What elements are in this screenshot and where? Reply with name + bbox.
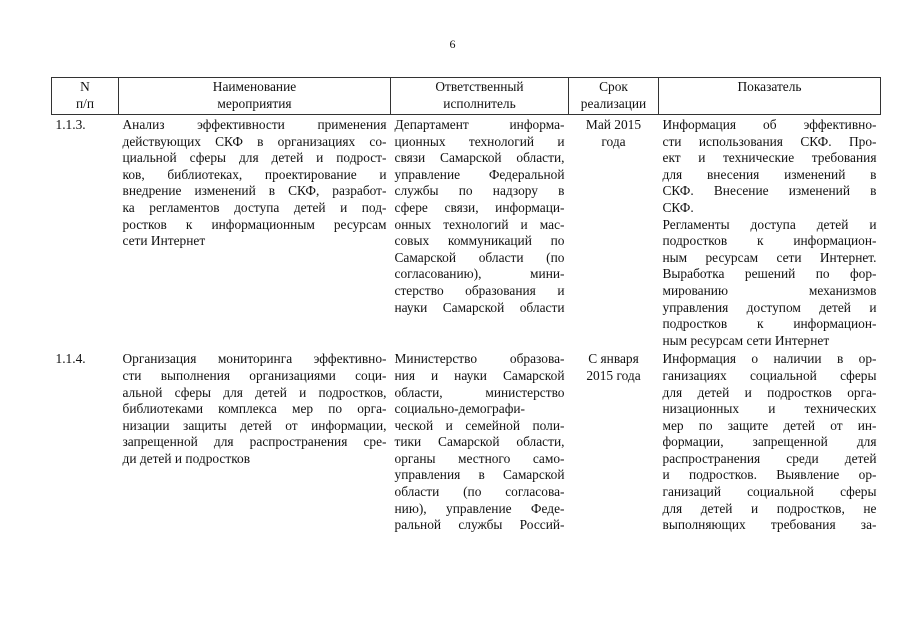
header-indicator [659,78,881,115]
text-line: согласованию), мини- [394,266,565,282]
text-line: Регламенты доступа детей и [662,216,877,232]
text-line: социально-демографи- [394,401,525,417]
term-cell [569,115,659,350]
responsible-cell [391,349,569,534]
text-line: ционных технологий и [394,133,565,149]
row-number: 1.1.3. [55,117,86,132]
header-indicator-line: Показатель [737,79,802,94]
text-line: ным ресурсам сети Интернет [662,332,830,348]
text-line: СКФ. [662,199,694,215]
text-line: и подростков. Выявление ор- [662,467,877,483]
text-line: для детей и подростков, не [662,500,877,516]
text-line: распространения среди детей [662,450,877,466]
header-num-line: п/п [75,95,95,111]
text-line: ект и технические требования [662,150,877,166]
row-number: 1.1.4. [55,351,86,367]
text-line: нию), управление Феде- [394,500,565,516]
term-cell [569,349,659,534]
text-line: службы по надзору в [394,183,565,199]
table-row [52,349,881,534]
page-number: 6 [449,37,456,51]
table-row [52,115,881,350]
text-line: тики Самарской области, [394,434,565,450]
text-line: Департамент информа- [394,117,565,132]
text-line: ным ресурсам сети Интернет. [662,249,877,265]
header-num [52,78,119,115]
text-line: подростков к информацион- [662,316,877,332]
text-line: Самарской области (по [394,249,565,265]
text-line: управление Федеральной [394,166,565,182]
text-line: совых коммуникаций по [394,233,565,249]
text-line: сети Интернет [122,233,206,249]
text-line: стерство образования и [394,282,565,298]
text-line: для внесения изменений в [662,166,877,182]
text-line: ка регламентов доступа детей и под- [122,199,387,215]
text-line: Анализ эффективности применения [122,117,387,132]
text-line: Информация о наличии в ор- [662,351,877,367]
text-line: ди детей и подростков [122,450,251,466]
indicator-cell [659,349,881,534]
text-line: для детей и подростков орга- [662,384,877,400]
text-line: управления в Самарской [394,467,565,483]
text-line: ков, библиотеках, проектирование и [122,166,387,182]
text-line: области, министерство [394,384,565,400]
text-line: Информация об эффективно- [662,117,877,132]
header-num-line: N [80,79,90,94]
text-line: Май 2015 [585,117,642,132]
text-line: циальной сферы для детей и подрост- [122,150,387,166]
text-line: года [601,133,626,149]
text-line: науки Самарской области [394,299,565,315]
text-line: ния и науки Самарской [394,367,565,383]
text-line: ганизациях социальной сферы [662,367,877,383]
text-line: 2015 года [586,367,641,383]
text-line: сфере связи, информаци- [394,199,565,215]
activity-name-cell [119,115,391,350]
text-line: связи Самарской области, [394,150,565,166]
header-responsible [391,78,569,115]
text-line: внедрение изменений в СКФ, разработ- [122,183,387,199]
text-line: подростков к информацион- [662,233,877,249]
text-line: онных технологий и мас- [394,216,565,232]
text-line: низационных и технических [662,401,877,417]
header-term [569,78,659,115]
text-line: мированию механизмов [662,282,877,298]
header-term-line: Срок [599,79,628,94]
text-line: Организация мониторинга эффективно- [122,351,387,367]
header-responsible-line: Ответственный [435,79,524,94]
text-line: альной сферы для детей и подростков, [122,384,387,400]
text-line: ральной службы Россий- [394,517,565,533]
text-line: ростков к информационным ресурсам [122,216,387,232]
text-line: Министерство образова- [394,351,565,367]
text-line: библиотеками комплекса мер по орга- [122,401,387,417]
text-line: сти выполнения организациями соци- [122,367,387,383]
text-line: органы местного само- [394,450,565,466]
indicator-cell [659,115,881,350]
text-line: ческой и семейной поли- [394,417,565,433]
header-responsible-line: исполнитель [443,95,516,111]
text-line: Выработка решений по фор- [662,266,877,282]
text-line: действующих СКФ в организациях со- [122,133,387,149]
responsible-cell [391,115,569,350]
text-line: сти использования СКФ. Про- [662,133,877,149]
text-line: области (по согласова- [394,484,565,500]
text-line: выполняющих требования за- [662,517,877,533]
text-line: СКФ. Внесение изменений в [662,183,877,199]
text-line: управления доступом детей и [662,299,877,315]
activity-name-cell [119,349,391,534]
header-name-line: Наименование [212,79,297,94]
text-line: мер по защите детей от ин- [662,417,877,433]
table-header-row [52,78,881,115]
header-name-line: мероприятия [217,95,292,111]
text-line: формации, запрещенной для [662,434,877,450]
text-line: запрещенной для распространения сре- [122,434,387,450]
header-term-line: реализации [580,95,647,111]
header-name [119,78,391,115]
activities-table [51,77,881,534]
text-line: низации защиты детей от информации, [122,417,387,433]
text-line: ганизаций социальной сферы [662,484,877,500]
text-line: С января [588,351,639,367]
